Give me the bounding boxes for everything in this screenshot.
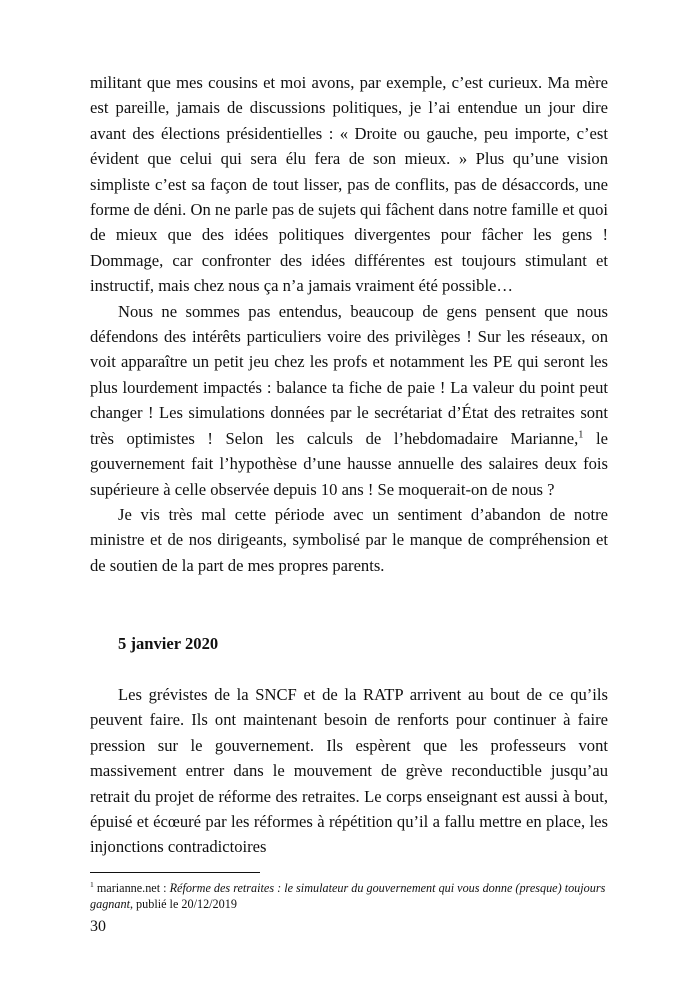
footnote-source: marianne.net : — [93, 881, 170, 895]
paragraph-2 — [90, 299, 608, 502]
section-heading-date: 5 janvier 2020 — [118, 634, 219, 653]
page-number: 30 — [90, 918, 106, 935]
footnote-reference: 1 — [578, 429, 584, 441]
footnote-article-title: Réforme des retraites : le simulateur du gouvernement qui vous donne (presque) toujours gagnant — [90, 881, 606, 911]
footnote — [90, 880, 608, 912]
footnote-publication-date: , publié le 20/12/2019 — [129, 897, 237, 911]
paragraph-2-text-end: le gouvernement fait l’hypothèse d’une hausse annuelle des salaires deux fois supérieure à celle observée depuis 10 ans ! Se moquerait-on de nous ? — [90, 428, 608, 499]
paragraph-1: militant que mes cousins et moi avons, par exemple, c’est curieux. Ma mère est pareille, jamais de discussions politiques, je l’ai entendue un jour dire avant des élections présidentielles : « Droite ou gauche, peu importe, c’est évident que celui qui sera élu fera de son mieux. » Plus qu’une vision simpliste c’est sa façon de tout lisser, pas de conflits, pas de désaccords, une forme de déni. On ne parle pas de sujets qui fâchent dans notre famille et quoi de mieux que des idées politiques divergentes pour fâcher les gens ! Dommage, car confronter des idées différentes est toujours stimulant et instructif, mais chez nous ça n’a jamais vraiment été possible… — [90, 73, 608, 296]
paragraph-3: Je vis très mal cette période avec un sentiment d’abandon de notre ministre et de nos dirigeants, symbolisé par le manque de compréhension et de soutien de la part de mes propres parents. — [90, 504, 608, 575]
body-text-lower — [90, 682, 608, 860]
footnote-marker: 1 — [90, 879, 94, 889]
paragraph-2-text-start: Nous ne sommes pas entendus, beaucoup de gens pensent que nous défendons des intérêts particuliers voire des privilèges ! Sur les réseaux, on voit apparaître un petit jeu chez les profs et notamment les PE qui seront les plus lourdement impactés : balance ta fiche de paie ! La valeur du point peut changer ! Les simulations données par le secrétariat d’État des retraites sont très optimistes ! Selon les calculs de l’hebdomadaire Marianne, — [90, 301, 608, 448]
body-text-upper — [90, 70, 608, 578]
footnote-separator — [90, 872, 260, 873]
paragraph-4: Les grévistes de la SNCF et de la RATP arrivent au bout de ce qu’ils peuvent faire. Ils ont maintenant besoin de renforts pour continuer à faire pression sur le gouvernement. Ils espèrent que les professeurs vont massivement entrer dans le mouvement de grève reconductible jusqu’au retrait du projet de réforme des retraites. Le corps enseignant est aussi à bout, épuisé et écœuré par les réformes à répétition qu’il a fallu mettre en place, les injonctions contradictoires — [90, 685, 608, 857]
